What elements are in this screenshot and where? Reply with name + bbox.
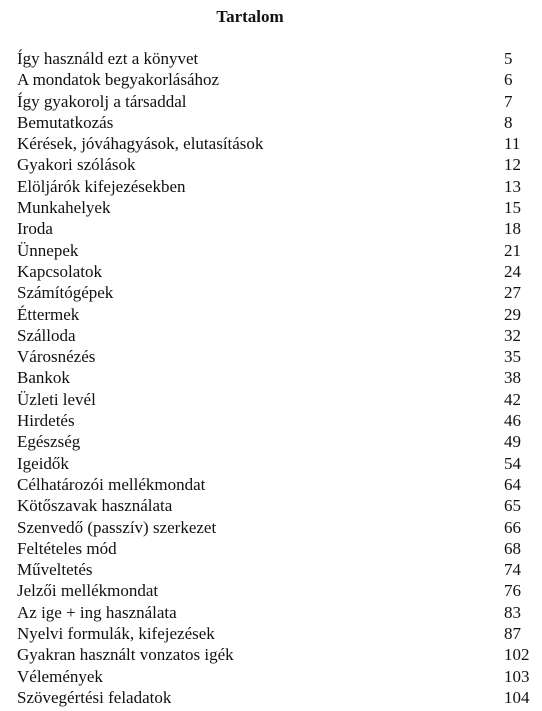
toc-entry-title: Elöljárók kifejezésekben [17, 176, 186, 196]
toc-entry-title: Szenvedő (passzív) szerkezet [17, 517, 217, 537]
toc-entry-title: Szövegértési feladatok [17, 687, 172, 707]
toc-entry-title: Munkahelyek [17, 198, 111, 218]
toc-entry [17, 687, 537, 708]
toc-entry-page-number: 32 [504, 325, 521, 345]
toc-entry-title: Iroda [17, 219, 53, 239]
toc-entry-title: Szálloda [17, 325, 76, 345]
toc-entry-title: Jelzői mellékmondat [17, 581, 159, 601]
toc-entry [17, 431, 537, 452]
table-of-contents [17, 48, 537, 708]
toc-entry-page-number: 27 [504, 283, 521, 303]
toc-entry [17, 112, 537, 133]
toc-entry-title: Így gyakorolj a társaddal [17, 91, 187, 111]
toc-entry-title: Igeidők [17, 453, 69, 473]
toc-entry [17, 133, 537, 154]
toc-entry [17, 367, 537, 388]
toc-entry [17, 91, 537, 112]
toc-entry-page-number: 5 [504, 49, 513, 68]
toc-entry [17, 197, 537, 218]
toc-entry [17, 176, 537, 197]
toc-entry-page-number: 7 [504, 91, 513, 111]
toc-entry-page-number: 11 [504, 134, 521, 154]
toc-entry-page-number: 8 [504, 112, 513, 132]
toc-entry-title: Üzleti levél [17, 389, 96, 409]
toc-entry [17, 325, 537, 346]
toc-entry-title: Számítógépek [17, 283, 114, 303]
toc-entry [17, 261, 537, 282]
toc-entry-title: Vélemények [17, 666, 103, 686]
toc-entry-title: A mondatok begyakorlásához [17, 70, 220, 90]
toc-entry [17, 602, 537, 623]
toc-entry-title: Így használd ezt a könyvet [17, 49, 199, 68]
toc-entry [17, 453, 537, 474]
toc-entry-page-number: 13 [504, 176, 521, 196]
toc-entry-title: Kérések, jóváhagyások, elutasítások [17, 134, 264, 154]
toc-entry-page-number: 68 [504, 538, 521, 558]
toc-entry-page-number: 74 [504, 560, 521, 580]
toc-entry-page-number: 102 [504, 645, 530, 665]
toc-entry [17, 623, 537, 644]
toc-entry [17, 240, 537, 261]
toc-entry-page-number: 54 [504, 453, 521, 473]
toc-entry-page-number: 38 [504, 368, 521, 388]
toc-entry [17, 346, 537, 367]
toc-entry-title: Gyakran használt vonzatos igék [17, 645, 234, 665]
toc-entry-title: Célhatározói mellékmondat [17, 474, 206, 494]
toc-entry-page-number: 83 [504, 602, 521, 622]
toc-entry [17, 559, 537, 580]
toc-entry-page-number: 42 [504, 389, 521, 409]
toc-entry-title: Kötőszavak használata [17, 496, 173, 516]
toc-entry-title: Műveltetés [17, 560, 93, 580]
toc-entry-page-number: 35 [504, 347, 521, 367]
toc-entry-page-number: 12 [504, 155, 521, 175]
toc-entry [17, 48, 537, 69]
toc-entry-page-number: 104 [504, 687, 530, 707]
toc-entry-title: Városnézés [17, 347, 96, 367]
toc-entry-page-number: 103 [504, 666, 530, 686]
toc-entry [17, 218, 537, 239]
toc-entry [17, 410, 537, 431]
toc-entry-title: Gyakori szólások [17, 155, 136, 175]
toc-entry [17, 389, 537, 410]
toc-entry-page-number: 65 [504, 496, 521, 516]
toc-entry-page-number: 21 [504, 240, 521, 260]
toc-entry-page-number: 18 [504, 219, 521, 239]
toc-entry [17, 69, 537, 90]
toc-entry-page-number: 87 [504, 624, 521, 644]
toc-entry [17, 644, 537, 665]
page-title: Tartalom [216, 7, 284, 26]
toc-entry [17, 474, 537, 495]
toc-entry-title: Bemutatkozás [17, 112, 114, 132]
toc-entry-title: Az ige + ing használata [17, 602, 177, 622]
toc-entry [17, 154, 537, 175]
toc-entry-title: Nyelvi formulák, kifejezések [17, 624, 215, 644]
toc-entry-page-number: 6 [504, 70, 513, 90]
toc-entry-title: Éttermek [17, 304, 80, 324]
toc-entry-page-number: 64 [504, 474, 521, 494]
toc-entry-page-number: 46 [504, 411, 521, 431]
toc-entry [17, 580, 537, 601]
toc-entry [17, 495, 537, 516]
toc-entry-page-number: 29 [504, 304, 521, 324]
toc-entry-page-number: 49 [504, 432, 521, 452]
toc-entry [17, 666, 537, 687]
toc-entry-title: Hirdetés [17, 411, 75, 431]
toc-entry-page-number: 76 [504, 581, 521, 601]
toc-entry-title: Kapcsolatok [17, 261, 102, 281]
toc-entry-title: Bankok [17, 368, 70, 388]
toc-entry [17, 517, 537, 538]
toc-entry-page-number: 24 [504, 261, 521, 281]
toc-entry [17, 282, 537, 303]
toc-entry-page-number: 66 [504, 517, 521, 537]
toc-entry [17, 304, 537, 325]
toc-entry-title: Feltételes mód [17, 538, 117, 558]
toc-entry-page-number: 15 [504, 198, 521, 218]
toc-entry [17, 538, 537, 559]
toc-entry-title: Egészség [17, 432, 81, 452]
toc-entry-title: Ünnepek [17, 240, 79, 260]
